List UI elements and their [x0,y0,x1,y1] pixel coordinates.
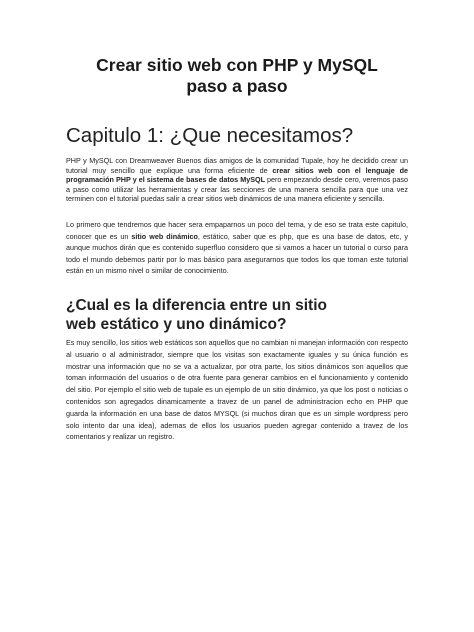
difference-paragraph: Es muy sencillo, los sitios web estáticos son aquellos que no cambian ni manejan información con respecto al usuario o al administrador, siempre que los visitas son exactamente iguales y su única función es mostrar una información que no se va a actualizar, por otra parte, los sitios dinámicos son aquellos que toman información del usuarios o de otra fuente para generar cambios en el funcionamiento y contenido del sitio. Por ejemplo el sitio web de tupale es un ejemplo de un sitio dinámico, ya que los post o noticias o contenidos son agregados dinamicamente a travez de un panel de administracion echo en PHP que guarda la información en una base de datos MYSQL (si muchos diran que es un simple wordpress pero solo intento dar una idea), ademas de ellos los usuarios pueden agregar contenido a travez de los comentarios y realizar un registro. [66,338,408,442]
context-paragraph-bold: sitio web dinámico [131,231,198,241]
section-heading-line-1: ¿Cual es la diferencia entre un sitio [66,297,327,314]
intro-paragraph-text-c: pero empezando desde cero, veremos paso a paso como utilizar las herramientas y crear las secciones de una manera sencilla para que una vez terminen con el tutorial puedas salir a crear sitios web dinámicos de una manera eficiente y sencilla. [66,175,408,204]
chapter-heading: Capitulo 1: ¿Que necesitamos? [66,124,354,147]
document-title-line-1: Crear sitio web con PHP y MySQL [96,55,378,75]
context-paragraph [66,219,408,277]
context-paragraph-text-a: Lo primero que tendremos que hacer sera empaparnos un poco del tema, y de eso se trata este capitulo, conocer que es un [66,220,408,241]
context-paragraph-text-c: , estático, saber que es php, que es una base de datos, etc, y aunque muchos dirán que es contenido superfluo considero que si vamos a hacer un tutorial o curso para todo el mundo debemos partir por lo mas básico para asegurarnos que todos los que toman este tutorial están en un mismo nivel o similar de conocimiento. [66,231,408,276]
document-title [0,55,474,97]
section-heading [66,296,416,334]
intro-paragraph-text-a: PHP y MySQL con Dreamweaver Buenos dias amigos de la comunidad Tupale, hoy he decidido crear un tutorial muy sencillo que explique una forma eficiente de [66,156,408,175]
section-heading-line-2: web estático y uno dinámico? [66,316,287,333]
intro-paragraph [66,156,408,204]
intro-paragraph-bold: crear sitios web con el lenguaje de programación PHP y el sistema de bases de datos MySQL [66,165,408,185]
document-title-line-2: paso a paso [186,76,288,96]
